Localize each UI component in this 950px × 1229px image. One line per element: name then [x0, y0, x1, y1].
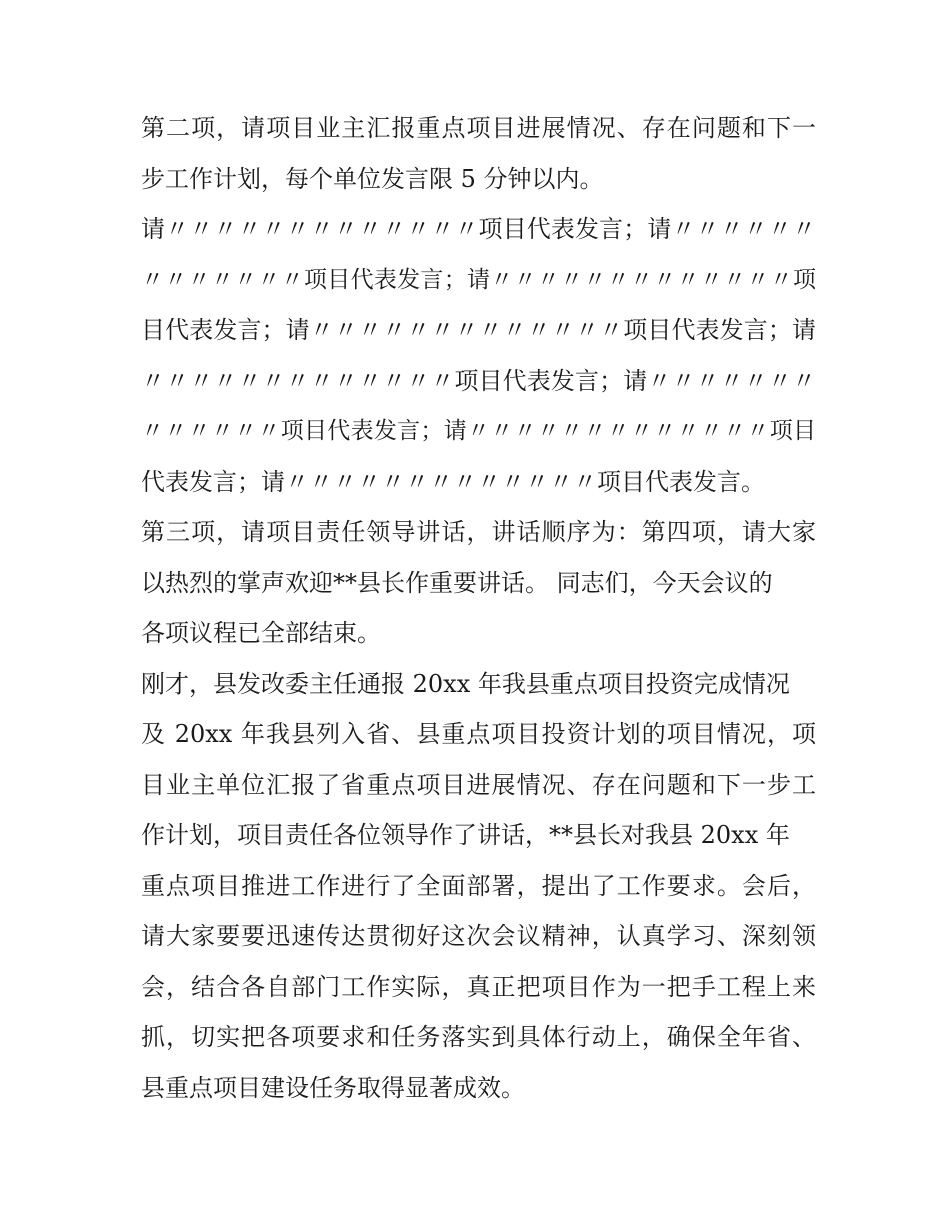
text-line: 以热烈的掌声欢迎**县长作重要讲话。 同志们，今天会议的: [141, 568, 773, 597]
text-line: 〃〃〃〃〃〃〃〃〃〃〃〃〃项目代表发言；请〃〃〃〃〃〃〃: [141, 366, 816, 395]
document-body: [141, 103, 816, 1113]
text-line: 代表发言；请〃〃〃〃〃〃〃〃〃〃〃〃〃项目代表发言。: [141, 467, 765, 496]
text-line: 重点项目推进工作进行了全面部署，提出了工作要求。会后，: [141, 871, 816, 900]
text-line: 第二项，请项目业主汇报重点项目进展情况、存在问题和下一: [141, 114, 816, 142]
text-line: 作计划，项目责任各位领导作了讲话，**县长对我县 20xx 年: [141, 821, 790, 849]
text-line: 各项议程已全部结束。: [141, 619, 381, 647]
text-line: 请大家要要迅速传达贯彻好这次会议精神，认真学习、深刻领: [141, 922, 816, 950]
text-line: 请〃〃〃〃〃〃〃〃〃〃〃〃〃项目代表发言；请〃〃〃〃〃〃: [141, 215, 816, 243]
text-line: 县重点项目建设任务取得显著成效。: [141, 1073, 525, 1102]
text-line: 目代表发言；请〃〃〃〃〃〃〃〃〃〃〃〃〃项目代表发言；请: [141, 316, 816, 344]
text-line: 〃〃〃〃〃〃〃项目代表发言；请〃〃〃〃〃〃〃〃〃〃〃〃〃项: [141, 266, 816, 293]
text-line: 刚才，县发改委主任通报 20xx 年我县重点项目投资完成情况: [141, 669, 790, 698]
text-line: 第三项，请项目责任领导讲话，讲话顺序为：第四项，请大家: [141, 518, 816, 546]
text-line: 及 20xx 年我县列入省、县重点项目投资计划的项目情况，项: [141, 720, 816, 748]
text-line: 步工作计划，每个单位发言限 5 分钟以内。: [141, 164, 604, 193]
text-line: 目业主单位汇报了省重点项目进展情况、存在问题和下一步工: [141, 770, 816, 799]
text-line: 会，结合各自部门工作实际，真正把项目作为一把手工程上来: [141, 972, 816, 1001]
text-line: 抓，切实把各项要求和任务落实到具体行动上，确保全年省、: [141, 1023, 816, 1051]
text-line: 〃〃〃〃〃〃项目代表发言；请〃〃〃〃〃〃〃〃〃〃〃〃〃项目: [141, 418, 816, 444]
